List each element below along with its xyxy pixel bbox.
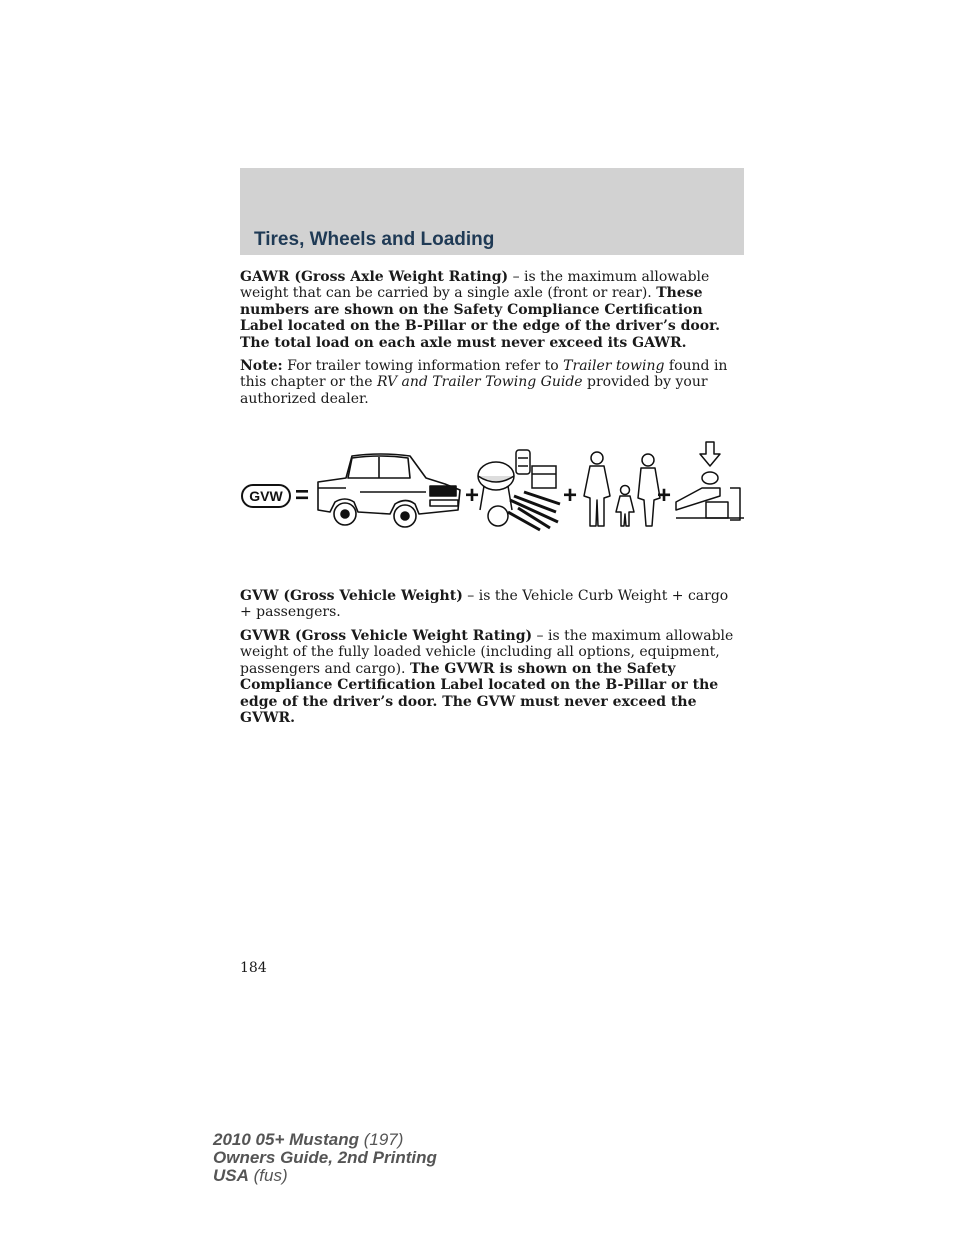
footer-model: 2010 05+ Mustang xyxy=(213,1130,359,1149)
page-number: 184 xyxy=(240,960,267,976)
gawr-term: GAWR (Gross Axle Weight Rating) xyxy=(240,269,509,285)
note-text: found in this chapter or the xyxy=(240,358,728,391)
gvw-term: GVW (Gross Vehicle Weight) xyxy=(240,588,463,604)
gvw-badge xyxy=(242,485,290,507)
document-footer xyxy=(213,1131,437,1185)
footer-market-code: (fus) xyxy=(248,1166,288,1185)
cargo-icon xyxy=(478,450,560,530)
gvw-definition: – is the Vehicle Curb Weight + cargo + passengers. xyxy=(240,588,729,621)
note-label: Note: xyxy=(240,358,283,374)
footer-market: USA xyxy=(213,1166,249,1185)
passengers-icon xyxy=(584,452,660,526)
gvwr-warning: The GVWR is shown on the Safety Compliance Certification Label located on the B-Pillar or the edge of the driver’s door. The GVW must never exceed the GVWR. xyxy=(240,660,719,727)
note-text: provided by your authorized dealer. xyxy=(240,374,708,407)
section-header xyxy=(240,168,744,255)
towing-guide-reference: RV and Trailer Towing Guide xyxy=(376,374,583,391)
gawr-paragraph xyxy=(240,269,744,351)
plus-sign: + xyxy=(562,482,578,509)
gvwr-term: GVWR (Gross Vehicle Weight Rating) xyxy=(240,628,533,644)
plus-sign: + xyxy=(656,482,672,509)
gawr-warning: These numbers are shown on the Safety Compliance Certification Label located on the B-Pillar or the edge of the driver’s door. The total load on each axle must never exceed its GAWR. xyxy=(240,285,721,351)
trailer-towing-reference: Trailer towing xyxy=(563,358,665,374)
pickup-truck-icon xyxy=(318,454,460,527)
gvwr-definition: – is the maximum allowable weight of the fully loaded vehicle (including all options, equipment, passengers and cargo). xyxy=(240,628,734,677)
gvwr-paragraph xyxy=(240,628,744,726)
gvw-illustration xyxy=(240,440,744,536)
gvw-badge-label: GVW xyxy=(249,488,283,504)
trailer-tongue-icon xyxy=(676,442,744,520)
note-text: For trailer towing information refer to xyxy=(282,358,564,374)
plus-sign: + xyxy=(464,482,480,509)
gvw-paragraph xyxy=(240,588,744,621)
equals-sign: = xyxy=(294,482,310,509)
footer-edition: Owners Guide, 2nd Printing xyxy=(213,1148,437,1167)
note-paragraph xyxy=(240,358,744,407)
section-title: Tires, Wheels and Loading xyxy=(254,229,495,250)
gawr-definition: – is the maximum allowable weight that can be carried by a single axle (front or rear). xyxy=(240,269,710,302)
footer-model-code: (197) xyxy=(359,1130,404,1149)
